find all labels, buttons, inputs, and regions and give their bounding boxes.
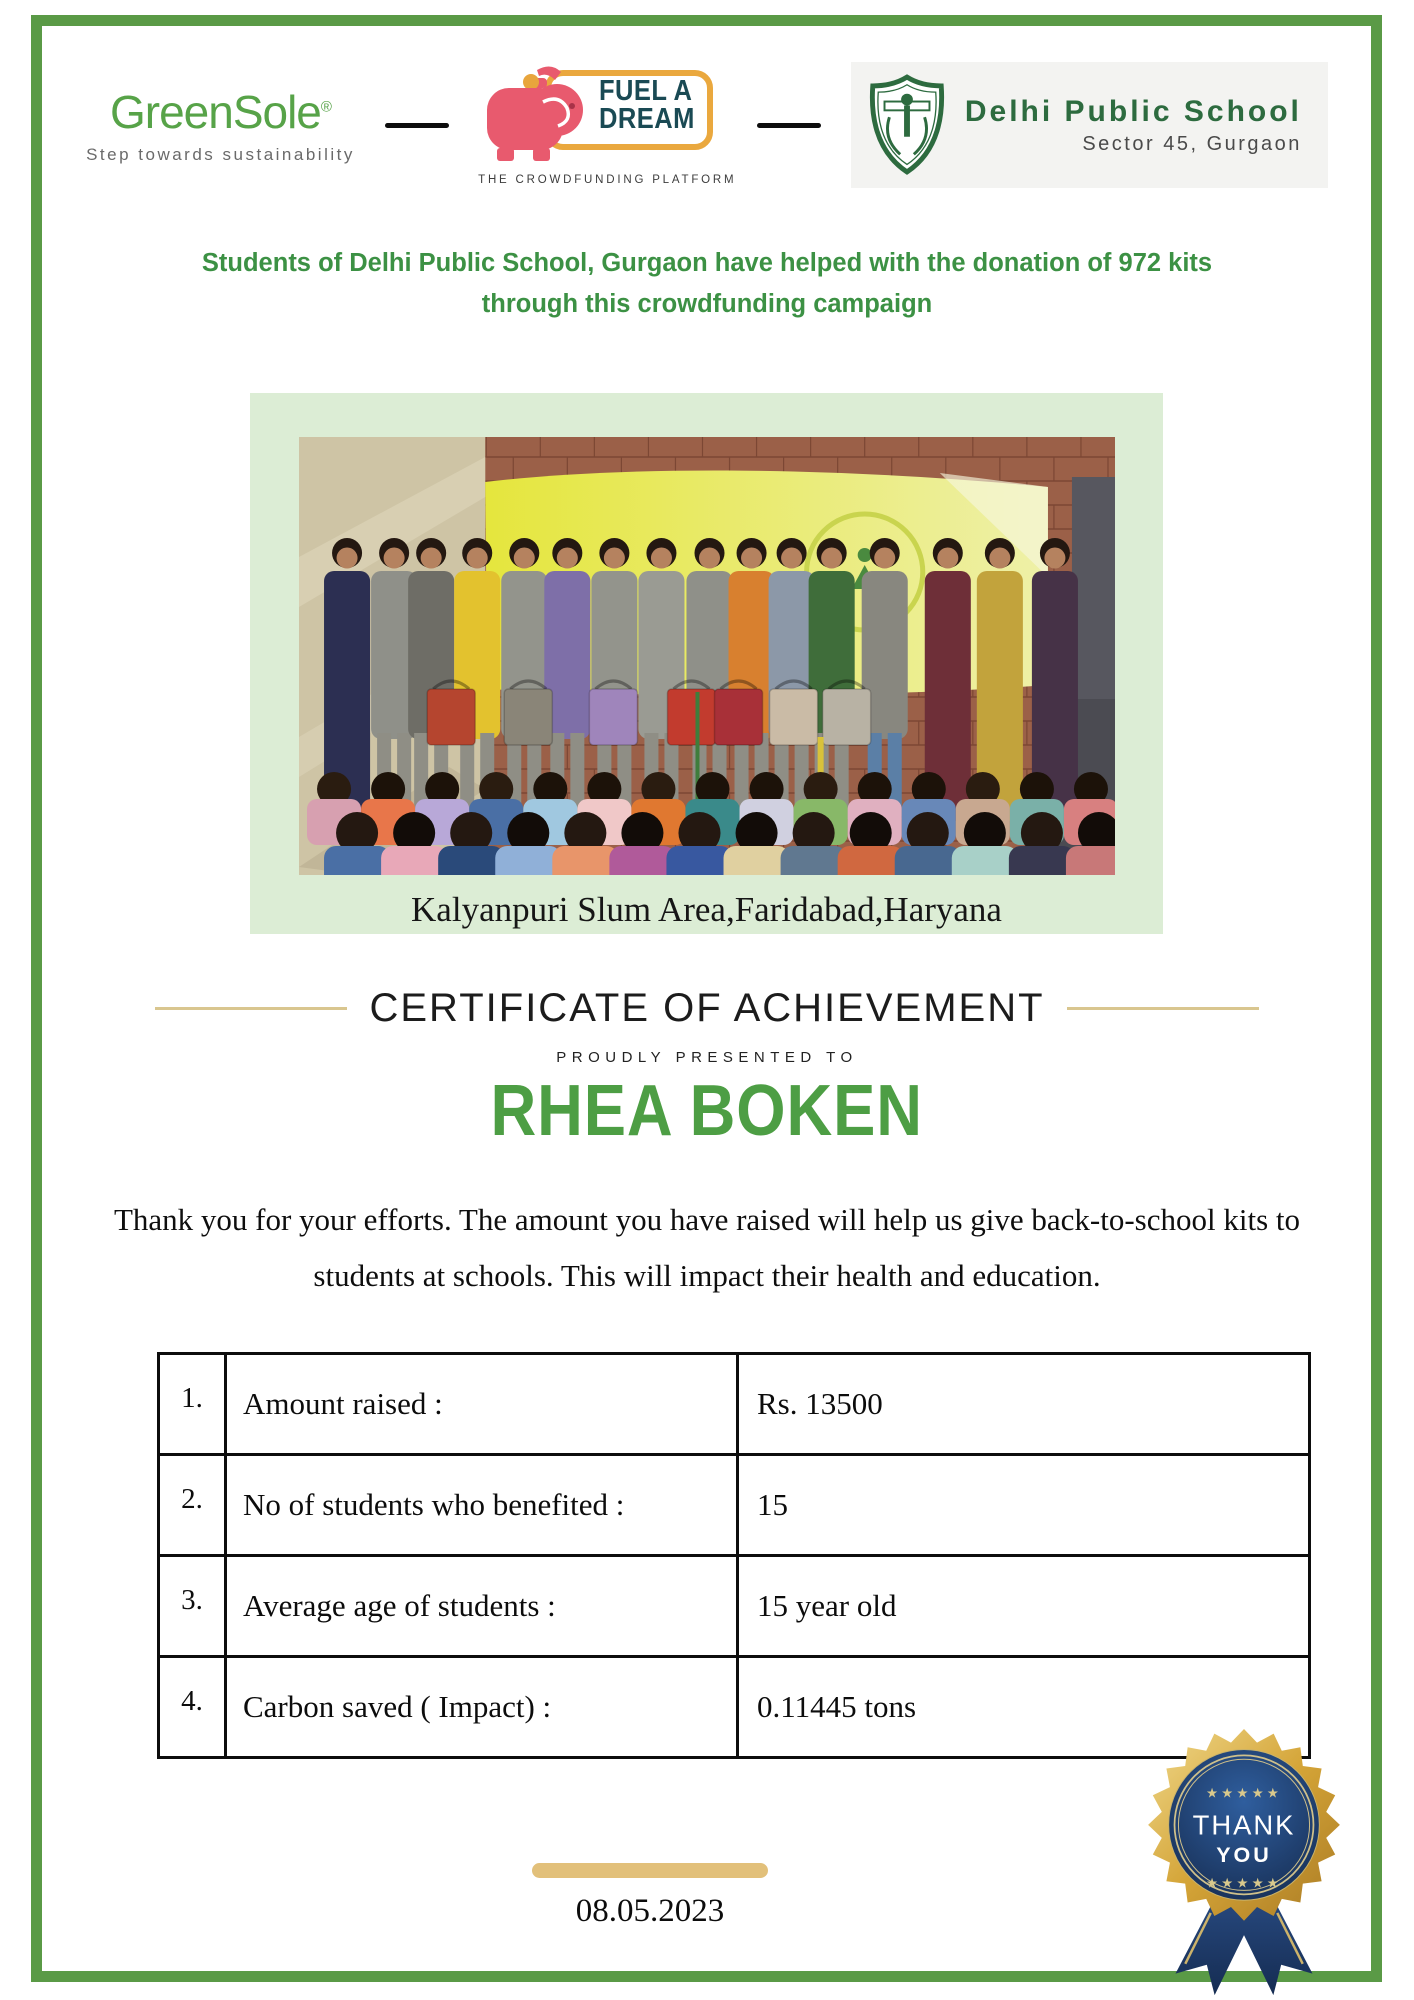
- elephant-piggybank-icon: [479, 56, 597, 164]
- registered-mark: ®: [320, 98, 331, 116]
- thank-you-message: Thank you for your efforts. The amount you have raised will help us give back-to-school kits to students at schools. This will impact their health and education.: [113, 1202, 1301, 1294]
- badge-stars-top: ★★★★★: [1205, 1785, 1283, 1801]
- fuel-a-dream-wordmark: [598, 75, 695, 135]
- fuel-a-dream-logo: [478, 64, 737, 186]
- dps-text: [965, 95, 1302, 156]
- recipient-name-wrap: [0, 1070, 1414, 1152]
- greensole-name: GreenSole: [109, 86, 321, 138]
- dps-shield-icon: [863, 74, 951, 176]
- row-label: No of students who benefited :: [226, 1455, 738, 1556]
- row-number: 3.: [159, 1556, 226, 1657]
- thank-you-badge: [1146, 1727, 1342, 2000]
- certificate-title-row: [155, 986, 1259, 1031]
- gold-rule-right: [1067, 1007, 1259, 1010]
- greensole-logo: [86, 85, 355, 165]
- fuel-a-dream-tagline: THE CROWDFUNDING PLATFORM: [478, 174, 737, 186]
- row-number: 2.: [159, 1455, 226, 1556]
- photo-caption: Kalyanpuri Slum Area,Faridabad,Haryana: [411, 890, 1002, 929]
- dps-name: Delhi Public School: [964, 94, 1302, 128]
- row-label: Average age of students :: [226, 1556, 738, 1657]
- row-value: 15 year old: [738, 1556, 1310, 1657]
- gold-divider-bar: [532, 1863, 768, 1878]
- recipient-name: RHEA BOKEN: [490, 1071, 924, 1151]
- greensole-wordmark: [86, 85, 355, 139]
- fad-line1: FUEL A: [598, 75, 693, 107]
- presented-line: PROUDLY PRESENTED TO: [556, 1049, 858, 1066]
- impact-table: [157, 1352, 1311, 1759]
- fad-line2: DREAM: [598, 102, 695, 135]
- dps-logo-panel: [851, 62, 1328, 188]
- dps-subtitle: Sector 45, Gurgaon: [1082, 132, 1302, 155]
- row-value: 15: [738, 1455, 1310, 1556]
- greensole-tagline: Step towards sustainability: [86, 145, 355, 164]
- badge-word-you: YOU: [1216, 1843, 1272, 1868]
- photo-card: [250, 393, 1163, 934]
- table-row: [159, 1354, 1310, 1455]
- row-value: Rs. 13500: [738, 1354, 1310, 1455]
- group-photo: [299, 437, 1115, 875]
- row-number: 1.: [159, 1354, 226, 1455]
- table-row: [159, 1455, 1310, 1556]
- badge-word-thank: THANK: [1192, 1809, 1296, 1841]
- issue-date: 08.05.2023: [575, 1893, 725, 1929]
- dash-separator-icon: [385, 123, 449, 128]
- row-number: 4.: [159, 1657, 226, 1758]
- badge-stars-bottom: ★★★★★: [1205, 1875, 1283, 1891]
- row-label: Amount raised :: [226, 1354, 738, 1455]
- certificate-title: CERTIFICATE OF ACHIEVEMENT: [369, 986, 1045, 1030]
- row-value: 0.11445 tons: [738, 1657, 1310, 1758]
- donation-headline: Students of Delhi Public School, Gurgaon have helped with the donation of 972 kits through this crowdfunding campaign: [201, 249, 1213, 318]
- dash-separator-icon: [757, 123, 821, 128]
- table-row: [159, 1556, 1310, 1657]
- table-row: [159, 1657, 1310, 1758]
- gold-rule-left: [155, 1007, 347, 1010]
- row-label: Carbon saved ( Impact) :: [226, 1657, 738, 1758]
- logo-header: [0, 62, 1414, 188]
